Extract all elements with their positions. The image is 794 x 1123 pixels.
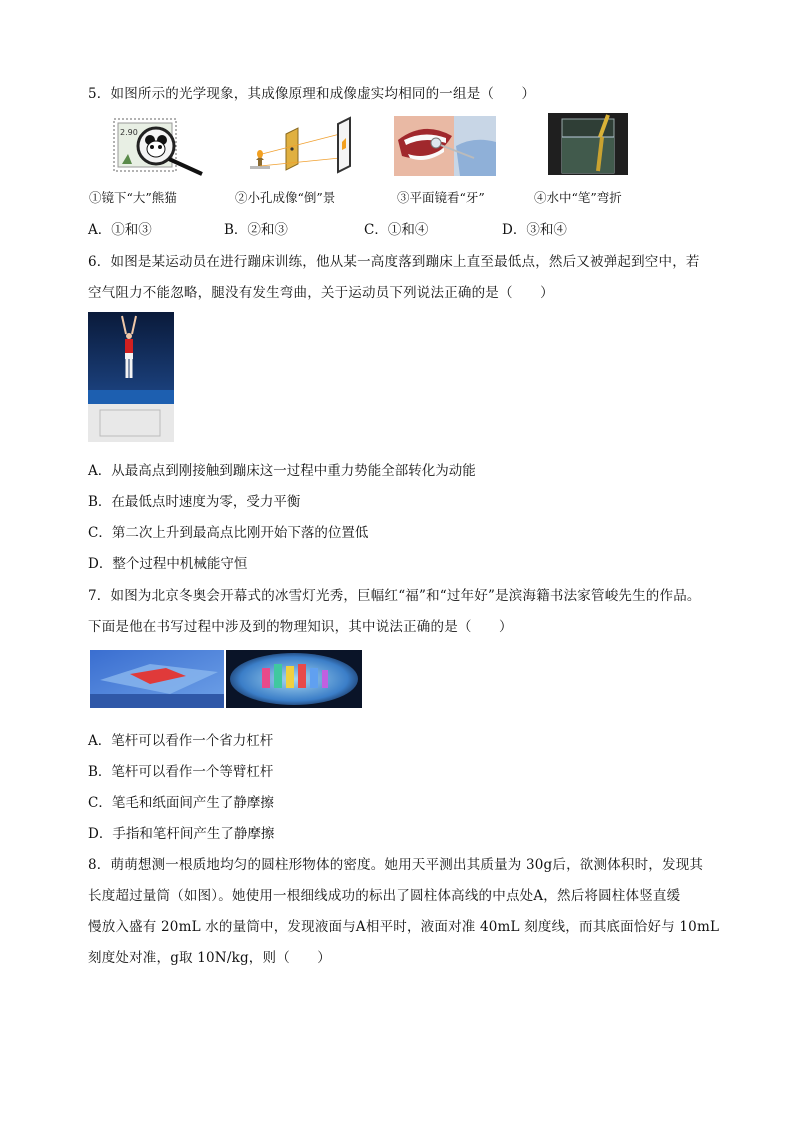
- q8-line4: 刻度处对准，g取 10N/kg，则（ ）: [88, 950, 331, 966]
- q7-stem-line2: 下面是他在书写过程中涉及到的物理知识，其中说法正确的是（ ）: [88, 619, 513, 635]
- q5-caption-3: ③平面镜看“牙”: [397, 190, 485, 205]
- q6-stem-line1: 6．如图是某运动员在进行蹦床训练，他从某一高度落到蹦床上直至最低点，然后又被弹起到空中，若: [88, 254, 700, 270]
- q6-option-a[interactable]: A．从最高点到刚接触到蹦床这一过程中重力势能全部转化为动能: [88, 463, 476, 479]
- q5-caption-2: ②小孔成像“倒”景: [235, 190, 336, 205]
- q8-line3: 慢放入盛有 20mL 水的量筒中，发现液面与A相平时，液面对准 40mL 刻度线，而其底面恰好与 10mL: [88, 919, 720, 935]
- q8-line1: 8．萌萌想测一根质地均匀的圆柱形物体的密度。她用天平测出其质量为 30g后，欲测体积时，发现其: [88, 857, 704, 873]
- q7-option-d[interactable]: D．手指和笔杆间产生了静摩擦: [88, 826, 275, 842]
- q8-line2: 长度超过量筒（如图）。她使用一根细线成功的标出了圆柱体高线的中点处A，然后将圆柱体竖直缓: [88, 888, 681, 904]
- q7-option-a[interactable]: A．笔杆可以看作一个省力杠杆: [88, 733, 274, 749]
- q6-option-b[interactable]: B．在最低点时速度为零，受力平衡: [88, 494, 301, 510]
- q6-option-d[interactable]: D．整个过程中机械能守恒: [88, 556, 248, 572]
- q5-caption-4: ④水中“笔”弯折: [534, 190, 622, 205]
- q5-caption-1: ①镜下“大”熊猫: [89, 190, 177, 205]
- q5-option-a[interactable]: A．①和③: [88, 222, 152, 238]
- q7-figure-ice-light-show: [90, 650, 362, 708]
- q7-option-b[interactable]: B．笔杆可以看作一个等臂杠杆: [88, 764, 274, 780]
- q5-figure-magnifier-panda: [112, 116, 208, 176]
- q5-option-d[interactable]: D．③和④: [502, 222, 567, 238]
- q5-figure-dental-mirror: [394, 116, 496, 176]
- q5-stem: 5．如图所示的光学现象，其成像原理和成像虚实均相同的一组是（ ）: [88, 86, 536, 102]
- q7-option-c[interactable]: C．笔毛和纸面间产生了静摩擦: [88, 795, 274, 811]
- q6-option-c[interactable]: C．第二次上升到最高点比刚开始下落的位置低: [88, 525, 369, 541]
- q6-figure-trampoline: [88, 312, 174, 442]
- q5-figure-pinhole: [246, 116, 358, 176]
- q5-option-c[interactable]: C．①和④: [364, 222, 429, 238]
- stamp-value: 2.90: [120, 128, 138, 137]
- q5-option-b[interactable]: B．②和③: [224, 222, 288, 238]
- q6-stem-line2: 空气阻力不能忽略，腿没有发生弯曲，关于运动员下列说法正确的是（ ）: [88, 285, 554, 301]
- q7-stem-line1: 7．如图为北京冬奥会开幕式的冰雪灯光秀，巨幅红“福”和“过年好”是滨海籍书法家管峻先生的作品。: [88, 588, 701, 604]
- q5-figure-bent-pen: [548, 113, 628, 175]
